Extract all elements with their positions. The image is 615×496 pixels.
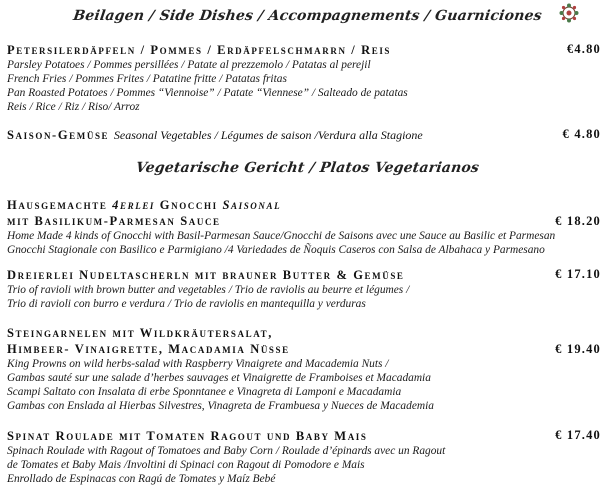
item-price: € 17.10 bbox=[555, 267, 601, 281]
item-desc-line: Scampi Saltato con Insalata di erbe Sponntanee e Vinagreta di Lamponi e Macadamia bbox=[7, 386, 402, 398]
item-desc-line: Trio of ravioli with brown butter and vegetables / Trio de raviolis au beurre et légumes / bbox=[7, 284, 410, 296]
item-name-part: mit Basilikum-Parmesan Sauce bbox=[7, 214, 221, 228]
item-price: € 4.80 bbox=[562, 127, 601, 141]
item-name-line2: Himbeer- Vinaigrette, Macadamia Nüsse bbox=[7, 342, 290, 356]
item-name-row bbox=[7, 127, 607, 143]
item-desc-line: Spinach Roulade with Ragout of Tomatoes and Baby Corn / Roulade d’épinards avec un Ragout bbox=[7, 445, 446, 457]
item-desc-line: Reis / Rice / Riz / Riso/ Arroz bbox=[7, 101, 140, 113]
item-desc-line: Enrollado de Espinacas con Ragú de Tomates y Maíz Bebé bbox=[7, 473, 276, 485]
item-name: Saison-Gemüse bbox=[7, 128, 110, 142]
menu-item-ravioli bbox=[7, 267, 607, 311]
menu-item-side-dishes bbox=[7, 42, 607, 114]
item-desc-line: Pan Roasted Potatoes / Pommes “Viennoise” / Patate “Viennese” / Salteado de patatas bbox=[7, 87, 408, 99]
item-desc-line: Parsley Potatoes / Pommes persillées / Patate al prezzemolo / Patatas al perejil bbox=[7, 59, 371, 71]
item-name-line2-row bbox=[7, 341, 607, 357]
item-name-line1: Steingarnelen mit Wildkräutersalat, bbox=[7, 326, 273, 340]
section-title-beilagen: Beilagen / Side Dishes / Accompagnements / Guarniciones bbox=[72, 8, 543, 24]
menu-item-prawns bbox=[7, 325, 607, 413]
item-name: Petersilerdäpfeln / Pommes / Erdäpfelschmarrn / Reis bbox=[7, 43, 392, 57]
item-name-part: Gnocchi bbox=[159, 198, 218, 212]
menu-item-seasonal-vegetables bbox=[7, 127, 607, 143]
item-name-line1 bbox=[7, 197, 607, 213]
item-desc-line: Gnocchi Stagionale con Basilico e Parmigiano /4 Variedades de Ñoquis Caseros con Salsa de Albahaca y Parmesano bbox=[7, 244, 545, 256]
item-price: € 18.20 bbox=[555, 214, 601, 228]
item-name-part: 4erlei bbox=[112, 198, 156, 212]
item-desc-line: Gambas sauté sur une salade d’herbes sauvages et Vinaigrette de Framboises et Macadamia bbox=[7, 372, 431, 384]
item-name: Spinat Roulade mit Tomaten Ragout und Baby Mais bbox=[7, 429, 368, 443]
item-subtitle: Seasonal Vegetables / Légumes de saison /Verdura alla Stagione bbox=[113, 128, 423, 142]
section-title-vegetarisch: Vegetarische Gericht / Platos Vegetarianos bbox=[134, 160, 481, 176]
item-name-part: Saisonal bbox=[222, 198, 282, 212]
item-desc-line: Home Made 4 kinds of Gnocchi with Basil-Parmesan Sauce/Gnocchi de Saisons avec une Sauce au Basilic et Parmesan bbox=[7, 230, 556, 242]
item-desc-line: de Tomates et Baby Mais /Involtini di Spinaci con Ragout di Pomodore e Mais bbox=[7, 459, 365, 471]
item-price: € 17.40 bbox=[555, 428, 601, 442]
item-price: €4.80 bbox=[566, 42, 601, 56]
emblem-icon bbox=[558, 2, 580, 24]
menu-item-spinach-roulade bbox=[7, 428, 607, 486]
item-desc-line: King Prowns on wild herbs-salad with Raspberry Vinaigrete and Macademia Nuts / bbox=[7, 358, 389, 370]
item-name-part: Hausgemachte bbox=[7, 198, 108, 212]
menu-item-gnocchi bbox=[7, 197, 607, 257]
item-desc-line: Trio di ravioli con burro e verdura / Trio de raviolis en mantequilla y verduras bbox=[7, 298, 366, 310]
item-name: Dreierlei Nudeltascherln mit brauner Butter & Gemüse bbox=[7, 268, 405, 282]
item-desc-line: French Fries / Pommes Frites / Patatine fritte / Patatas fritas bbox=[7, 73, 287, 85]
item-desc-line: Gambas con Enslada al Hierbas Silvestres, Vinagreta de Frambuesa y Nueces de Macademia bbox=[7, 400, 434, 412]
item-price: € 19.40 bbox=[555, 342, 601, 356]
item-name-line2 bbox=[7, 213, 607, 229]
